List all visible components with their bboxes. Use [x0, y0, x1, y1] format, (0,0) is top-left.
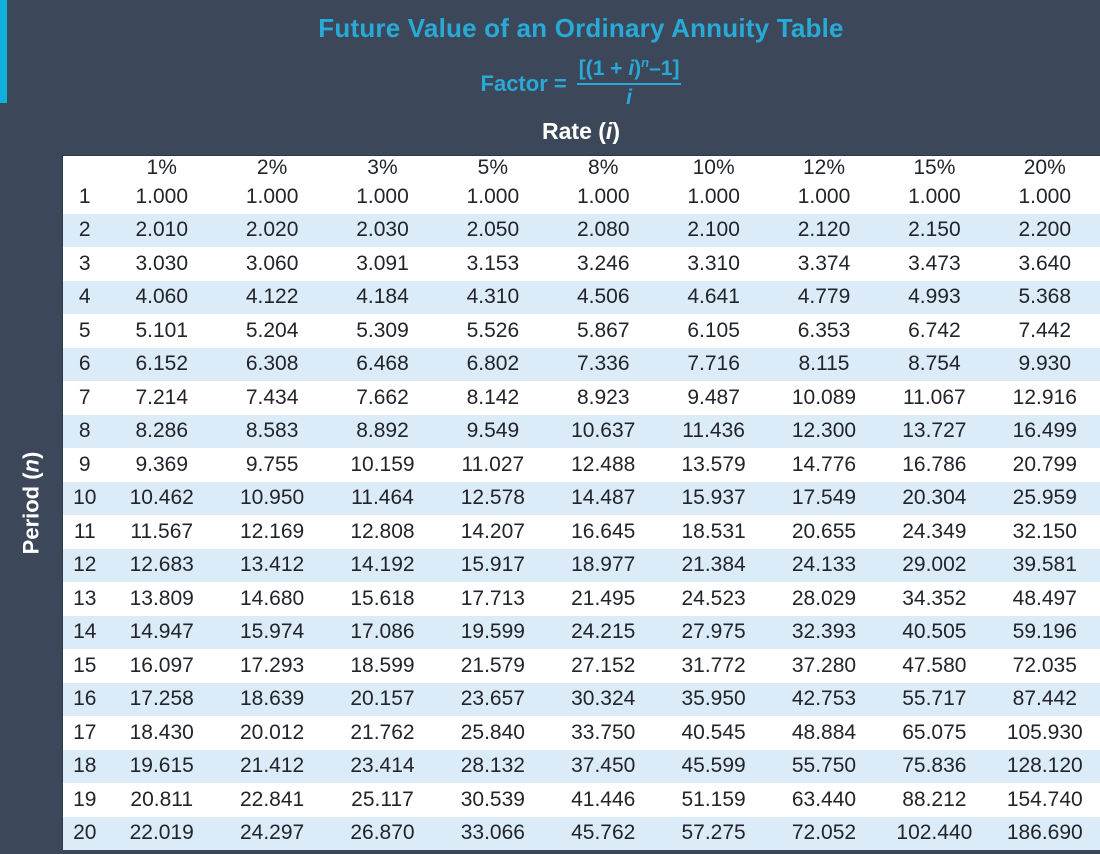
factor-cell: 33.066	[460, 821, 525, 845]
factor-cell: 2.030	[356, 218, 409, 242]
factor-cell: 102.440	[896, 821, 973, 845]
factor-cell: 6.152	[135, 352, 189, 376]
factor-cell: 15.937	[681, 486, 746, 510]
factor-cell: 72.035	[1012, 653, 1077, 677]
factor-cell: 19.615	[129, 754, 194, 778]
factor-cell: 40.545	[681, 720, 746, 744]
factor-cell: 65.075	[902, 720, 967, 744]
factor-cell: 5.368	[1018, 285, 1072, 309]
factor-cell: 30.539	[460, 787, 525, 811]
factor-cell: 128.120	[1006, 754, 1083, 778]
factor-cell: 5.204	[245, 318, 299, 342]
factor-cell: 16.645	[571, 519, 636, 543]
factor-cell: 3.091	[356, 251, 409, 275]
factor-cell: 20.304	[902, 486, 967, 510]
factor-cell: 24.215	[571, 620, 636, 644]
factor-cell: 18.430	[129, 720, 194, 744]
factor-cell: 1.000	[687, 184, 740, 208]
factor-cell: 45.762	[571, 821, 636, 845]
factor-cell: 4.506	[576, 285, 630, 309]
factor-cell: 1.000	[135, 184, 189, 208]
factor-cell: 7.434	[245, 385, 299, 409]
formula-label: Factor =	[480, 70, 567, 96]
period-cell: 8	[78, 419, 91, 443]
factor-cell: 4.184	[356, 285, 409, 309]
table-row	[63, 649, 1100, 683]
table-row	[63, 616, 1100, 650]
table-row	[63, 381, 1100, 415]
period-cell: 17	[73, 720, 97, 744]
factor-cell: 7.662	[356, 385, 409, 409]
factor-cell: 13.412	[239, 553, 305, 577]
factor-cell: 7.716	[687, 352, 740, 376]
rate-column-header: 1%	[146, 156, 177, 179]
factor-cell: 3.030	[135, 251, 189, 275]
factor-cell: 2.080	[576, 218, 630, 242]
factor-cell: 15.974	[239, 620, 305, 644]
table-row	[63, 247, 1100, 281]
table-row	[63, 683, 1100, 717]
factor-cell: 12.683	[129, 553, 194, 577]
period-cell: 2	[78, 218, 91, 242]
factor-cell: 6.802	[466, 352, 520, 376]
factor-cell: 29.002	[902, 553, 967, 577]
period-cell: 1	[78, 184, 91, 208]
factor-cell: 4.993	[908, 285, 961, 309]
factor-cell: 2.120	[797, 218, 851, 242]
period-cell: 7	[78, 385, 91, 409]
period-cell: 9	[78, 452, 91, 476]
factor-cell: 16.499	[1012, 419, 1077, 443]
factor-cell: 9.487	[687, 385, 740, 409]
rate-column-header: 15%	[913, 156, 956, 179]
factor-cell: 8.286	[135, 419, 189, 443]
factor-cell: 7.214	[135, 385, 189, 409]
period-cell: 13	[73, 586, 97, 610]
header	[62, 0, 1100, 155]
factor-cell: 57.275	[681, 821, 746, 845]
rate-column-header: 3%	[367, 156, 398, 179]
factor-cell: 24.349	[902, 519, 967, 543]
factor-cell: 1.000	[797, 184, 851, 208]
factor-cell: 2.050	[466, 218, 520, 242]
factor-cell: 3.060	[245, 251, 299, 275]
factor-cell: 10.159	[350, 452, 415, 476]
factor-cell: 23.414	[350, 754, 415, 778]
factor-cell: 18.639	[239, 687, 305, 711]
table-row	[63, 348, 1100, 382]
factor-cell: 75.836	[902, 754, 967, 778]
factor-cell: 17.086	[350, 620, 415, 644]
factor-cell: 24.297	[239, 821, 305, 845]
factor-cell: 2.150	[908, 218, 961, 242]
factor-cell: 1.000	[1018, 184, 1072, 208]
factor-cell: 5.526	[466, 318, 520, 342]
factor-cell: 51.159	[681, 787, 746, 811]
factor-cell: 12.808	[350, 519, 415, 543]
table-row	[63, 314, 1100, 348]
factor-cell: 1.000	[908, 184, 961, 208]
factor-cell: 1.000	[466, 184, 520, 208]
factor-cell: 14.947	[129, 620, 194, 644]
factor-cell: 5.867	[576, 318, 630, 342]
factor-cell: 12.916	[1012, 385, 1077, 409]
factor-cell: 10.089	[791, 385, 857, 409]
table-row	[63, 482, 1100, 516]
factor-cell: 40.505	[902, 620, 967, 644]
factor-cell: 2.100	[687, 218, 740, 242]
factor-cell: 41.446	[571, 787, 636, 811]
factor-cell: 55.717	[902, 687, 967, 711]
period-cell: 18	[73, 754, 97, 778]
table-row	[63, 415, 1100, 449]
factor-cell: 12.300	[791, 419, 857, 443]
factor-cell: 4.641	[687, 285, 740, 309]
factor-cell: 5.309	[356, 318, 409, 342]
table-row	[63, 214, 1100, 248]
factor-cell: 3.153	[466, 251, 520, 275]
factor-cell: 11.027	[461, 452, 525, 476]
factor-cell: 27.975	[681, 620, 746, 644]
factor-cell: 72.052	[791, 821, 857, 845]
factor-cell: 45.599	[681, 754, 746, 778]
factor-cell: 26.870	[350, 821, 415, 845]
factor-cell: 35.950	[681, 687, 746, 711]
factor-cell: 87.442	[1012, 687, 1077, 711]
factor-cell: 39.581	[1012, 553, 1077, 577]
factor-cell: 11.464	[351, 486, 414, 510]
factor-cell: 33.750	[571, 720, 636, 744]
rate-column-header: 20%	[1023, 156, 1066, 179]
period-cell: 10	[73, 486, 97, 510]
factor-cell: 9.369	[135, 452, 189, 476]
factor-cell: 30.324	[571, 687, 636, 711]
rate-axis-label: Rate (i)	[542, 118, 620, 145]
factor-cell: 11.567	[130, 519, 194, 543]
factor-cell: 3.310	[687, 251, 740, 275]
factor-cell: 9.755	[245, 452, 299, 476]
factor-cell: 1.000	[245, 184, 299, 208]
factor-cell: 14.207	[460, 519, 525, 543]
factor-cell: 9.930	[1018, 352, 1072, 376]
formula-numerator: $[(1 + i)^n-1]$	[577, 57, 682, 85]
factor-cell: 21.762	[350, 720, 415, 744]
factor-cell: 17.713	[460, 586, 525, 610]
period-cell: 11	[73, 519, 96, 543]
factor-cell: 2.020	[245, 218, 299, 242]
factor-cell: 20.799	[1012, 452, 1077, 476]
factor-cell: 48.884	[791, 720, 857, 744]
factor-cell: 16.786	[902, 452, 967, 476]
period-cell: 3	[78, 251, 91, 275]
factor-cell: 4.060	[135, 285, 189, 309]
factor-cell: 47.580	[902, 653, 967, 677]
factor-cell: 25.840	[460, 720, 525, 744]
factor-cell: 21.412	[239, 754, 305, 778]
table	[63, 156, 1100, 850]
factor-cell: 7.336	[576, 352, 630, 376]
table-row	[63, 582, 1100, 616]
factor-cell: 24.133	[791, 553, 857, 577]
factor-cell: 3.246	[576, 251, 630, 275]
table-row	[63, 817, 1100, 851]
formula-denominator: i	[626, 86, 633, 110]
factor-cell: 5.101	[135, 318, 189, 342]
factor-cell: 22.841	[239, 787, 305, 811]
factor-cell: 20.811	[130, 787, 194, 811]
factor-cell: 6.105	[687, 318, 740, 342]
factor-cell: 55.750	[791, 754, 857, 778]
table-row	[63, 448, 1100, 482]
factor-cell: 105.930	[1006, 720, 1083, 744]
factor-cell: 6.308	[245, 352, 299, 376]
factor-cell: 22.019	[129, 821, 194, 845]
factor-cell: 14.776	[791, 452, 857, 476]
factor-cell: 15.618	[350, 586, 415, 610]
table-row	[63, 783, 1100, 817]
annuity-factor-table	[62, 155, 1100, 850]
factor-cell: 13.809	[129, 586, 194, 610]
factor-cell: 37.450	[571, 754, 636, 778]
factor-cell: 8.923	[576, 385, 630, 409]
formula-fraction	[577, 57, 682, 110]
page-title: Future Value of an Ordinary Annuity Table	[318, 13, 844, 43]
factor-cell: 10.462	[129, 486, 194, 510]
factor-cell: 4.122	[245, 285, 299, 309]
table-row	[63, 549, 1100, 583]
factor-cell: 17.258	[129, 687, 194, 711]
factor-cell: 1.000	[576, 184, 630, 208]
factor-cell: 31.772	[681, 653, 746, 677]
factor-cell: 19.599	[460, 620, 525, 644]
factor-cell: 14.487	[571, 486, 636, 510]
factor-cell: 8.754	[908, 352, 961, 376]
factor-cell: 20.012	[239, 720, 305, 744]
factor-cell: 28.132	[460, 754, 525, 778]
factor-cell: 3.374	[797, 251, 851, 275]
factor-cell: 28.029	[791, 586, 857, 610]
factor-cell: 12.578	[460, 486, 525, 510]
table-row	[63, 180, 1100, 214]
factor-cell: 25.117	[351, 787, 414, 811]
factor-formula	[62, 57, 1100, 110]
factor-cell: 12.169	[239, 519, 305, 543]
table-header-row	[63, 156, 1100, 180]
factor-cell: 25.959	[1012, 486, 1077, 510]
period-cell: 16	[73, 687, 97, 711]
factor-cell: 88.212	[902, 787, 967, 811]
factor-cell: 4.779	[797, 285, 851, 309]
factor-cell: 6.353	[797, 318, 851, 342]
factor-cell: 186.690	[1006, 821, 1083, 845]
period-cell: 19	[73, 787, 97, 811]
factor-cell: 18.977	[571, 553, 636, 577]
factor-cell: 8.583	[245, 419, 299, 443]
factor-cell: 3.640	[1018, 251, 1072, 275]
rate-column-header: 12%	[802, 156, 845, 179]
factor-cell: 2.010	[135, 218, 189, 242]
factor-cell: 21.384	[681, 553, 746, 577]
factor-cell: 11.436	[682, 419, 745, 443]
rate-column-header: 10%	[692, 156, 735, 179]
factor-cell: 10.950	[239, 486, 305, 510]
table-row	[63, 716, 1100, 750]
factor-cell: 13.579	[681, 452, 746, 476]
factor-cell: 8.892	[356, 419, 409, 443]
rate-column-header: 2%	[256, 156, 288, 179]
table-row	[63, 515, 1100, 549]
factor-cell: 4.310	[466, 285, 520, 309]
factor-cell: 48.497	[1012, 586, 1077, 610]
period-cell: 14	[73, 620, 97, 644]
factor-cell: 11.067	[903, 385, 966, 409]
factor-cell: 9.549	[466, 419, 520, 443]
factor-cell: 12.488	[571, 452, 636, 476]
left-accent-bar	[0, 0, 7, 103]
factor-cell: 32.150	[1012, 519, 1077, 543]
factor-cell: 21.579	[460, 653, 525, 677]
factor-cell: 14.680	[239, 586, 305, 610]
factor-cell: 18.599	[350, 653, 415, 677]
period-cell: 6	[78, 352, 91, 376]
factor-cell: 34.352	[902, 586, 967, 610]
factor-cell: 1.000	[356, 184, 409, 208]
period-cell: 20	[73, 821, 97, 845]
factor-cell: 18.531	[681, 519, 746, 543]
table-row	[63, 281, 1100, 315]
factor-cell: 32.393	[791, 620, 857, 644]
factor-cell: 20.655	[791, 519, 857, 543]
period-axis-label: Period (n)	[18, 451, 43, 554]
factor-cell: 7.442	[1018, 318, 1072, 342]
factor-cell: 24.523	[681, 586, 746, 610]
period-cell: 5	[78, 318, 91, 342]
factor-cell: 17.293	[239, 653, 305, 677]
period-cell: 12	[73, 553, 97, 577]
factor-cell: 20.157	[350, 687, 415, 711]
rate-column-header: 5%	[477, 156, 509, 179]
factor-cell: 3.473	[908, 251, 961, 275]
period-column-header	[63, 156, 107, 180]
factor-cell: 63.440	[791, 787, 857, 811]
factor-cell: 8.142	[466, 385, 520, 409]
rate-column-header: 8%	[588, 156, 619, 179]
factor-cell: 14.192	[350, 553, 415, 577]
period-axis-label-area	[0, 155, 62, 850]
factor-cell: 154.740	[1006, 787, 1083, 811]
factor-cell: 6.742	[908, 318, 961, 342]
factor-cell: 16.097	[129, 653, 194, 677]
factor-cell: 42.753	[791, 687, 857, 711]
factor-cell: 17.549	[791, 486, 857, 510]
period-cell: 4	[78, 285, 91, 309]
factor-cell: 27.152	[571, 653, 636, 677]
factor-cell: 10.637	[571, 419, 636, 443]
factor-cell: 23.657	[460, 687, 525, 711]
factor-cell: 21.495	[571, 586, 636, 610]
factor-cell: 6.468	[356, 352, 409, 376]
factor-cell: 59.196	[1012, 620, 1077, 644]
factor-cell: 8.115	[798, 352, 850, 376]
period-cell: 15	[73, 653, 97, 677]
factor-cell: 13.727	[902, 419, 967, 443]
factor-cell: 2.200	[1018, 218, 1072, 242]
factor-cell: 37.280	[791, 653, 857, 677]
factor-cell: 15.917	[460, 553, 525, 577]
table-row	[63, 750, 1100, 784]
